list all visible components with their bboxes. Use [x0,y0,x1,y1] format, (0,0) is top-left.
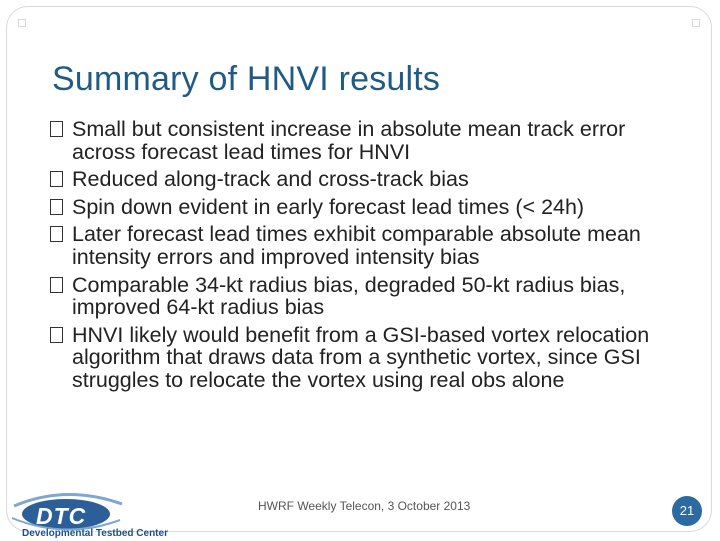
bullet-text: HNVI likely would benefit from a GSI-based vortex relocation algorithm that draws data from a synthetic vortex, since GSI struggles to relocate the vortex using real obs alone [72,322,650,392]
bullet-item [50,324,690,392]
square-bullet-icon [50,171,63,187]
corner-mark-icon: ◻ [17,15,27,29]
bullet-text: Reduced along-track and cross-track bias [72,167,469,192]
bullet-text: Later forecast lead times exhibit comparable absolute mean intensity errors and improved intensity bias [72,222,641,269]
slide-title: Summary of HNVI results [52,60,441,98]
slide-number-badge: 21 [672,496,702,526]
bullet-list [50,118,690,397]
bullet-text: Small but consistent increase in absolute mean track error across forecast lead times for HNVI [72,117,626,164]
bullet-item [50,196,690,219]
square-bullet-icon [50,121,63,137]
square-bullet-icon [50,199,63,215]
bullet-text: Spin down evident in early forecast lead times (< 24h) [72,194,585,219]
footer-text: HWRF Weekly Telecon, 3 October 2013 [258,499,471,513]
bullet-item [50,223,690,268]
square-bullet-icon [50,327,63,343]
logo-text: DTC [36,503,87,529]
bullet-item [50,168,690,191]
corner-mark-icon: ◻ [691,15,701,29]
square-bullet-icon [50,226,63,242]
bullet-item [50,118,690,163]
bullet-item [50,274,690,319]
logo-subtitle: Developmental Testbed Center [22,528,168,539]
bullet-text: Comparable 34-kt radius bias, degraded 50-kt radius bias, improved 64-kt radius bias [72,272,626,320]
square-bullet-icon [50,277,63,293]
